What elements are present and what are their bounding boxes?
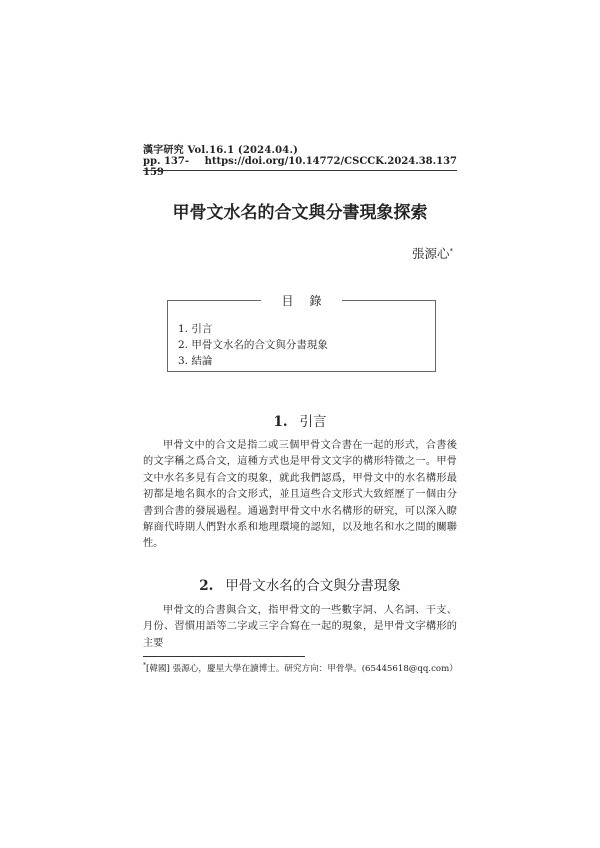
footnote-rule [143,656,305,657]
journal-header: 漢字研究 Vol.16.1 (2024.04.) [143,145,299,156]
toc-title: 目錄 [261,294,341,308]
toc-item-1[interactable]: 1. 引言 [178,323,213,335]
section-2-title: 甲骨文水名的合文與分書現象 [225,578,401,594]
header-line-2 [143,156,457,178]
footnote [143,662,460,674]
table-of-contents [167,294,436,372]
section-2-paragraph: 甲骨文的合書與合文，指甲骨文的一些數字詞、人名詞、干支、月份、習慣用語等二字或三字合寫在一起的現象，是甲骨文字構形的主要 [143,605,457,649]
footnote-text: [韓國] 張源心，慶星大學在讀博士。研究方向：甲骨學。(65445618@qq.com） [146,664,458,674]
doi-link[interactable]: https://doi.org/10.14772/CSCCK.2024.38.137 [204,156,457,167]
toc-item-3[interactable]: 3. 結論 [178,355,213,367]
footnote-mark: * [143,662,146,670]
author [412,244,453,262]
section-2-number: 2. [199,578,214,594]
header-rule [143,170,457,171]
author-name: 張源心 [411,246,450,261]
section-1-paragraph: 甲骨文中的合文是指二或三個甲骨文合書在一起的形式，合書後的文字稱之爲合文，這種方式也是甲骨文文字的構形特徵之一。甲骨文中水名多見有合文的現象，就此我們認爲，甲骨文中的水名構形最初都是地名與水的合文形式，並且這些合文形式大致經歷了一個由分書到合書的發展過程。通過對甲骨文中水名構形的研究，可以深入瞭解商代時期人們對水系和地理環境的認知，以及地名和水之間的關聯性。 [143,440,457,550]
author-footnote-mark: * [449,246,453,255]
section-1-title: 引言 [299,414,327,430]
paper-title: 甲骨文水名的合文與分書現象探索 [172,203,428,223]
section-1-number: 1. [273,414,288,430]
page-range: pp. 137-159 [143,156,189,178]
toc-item-2[interactable]: 2. 甲骨文水名的合文與分書現象 [178,339,328,351]
section-1-heading [0,410,600,430]
section-2-heading [0,574,600,594]
